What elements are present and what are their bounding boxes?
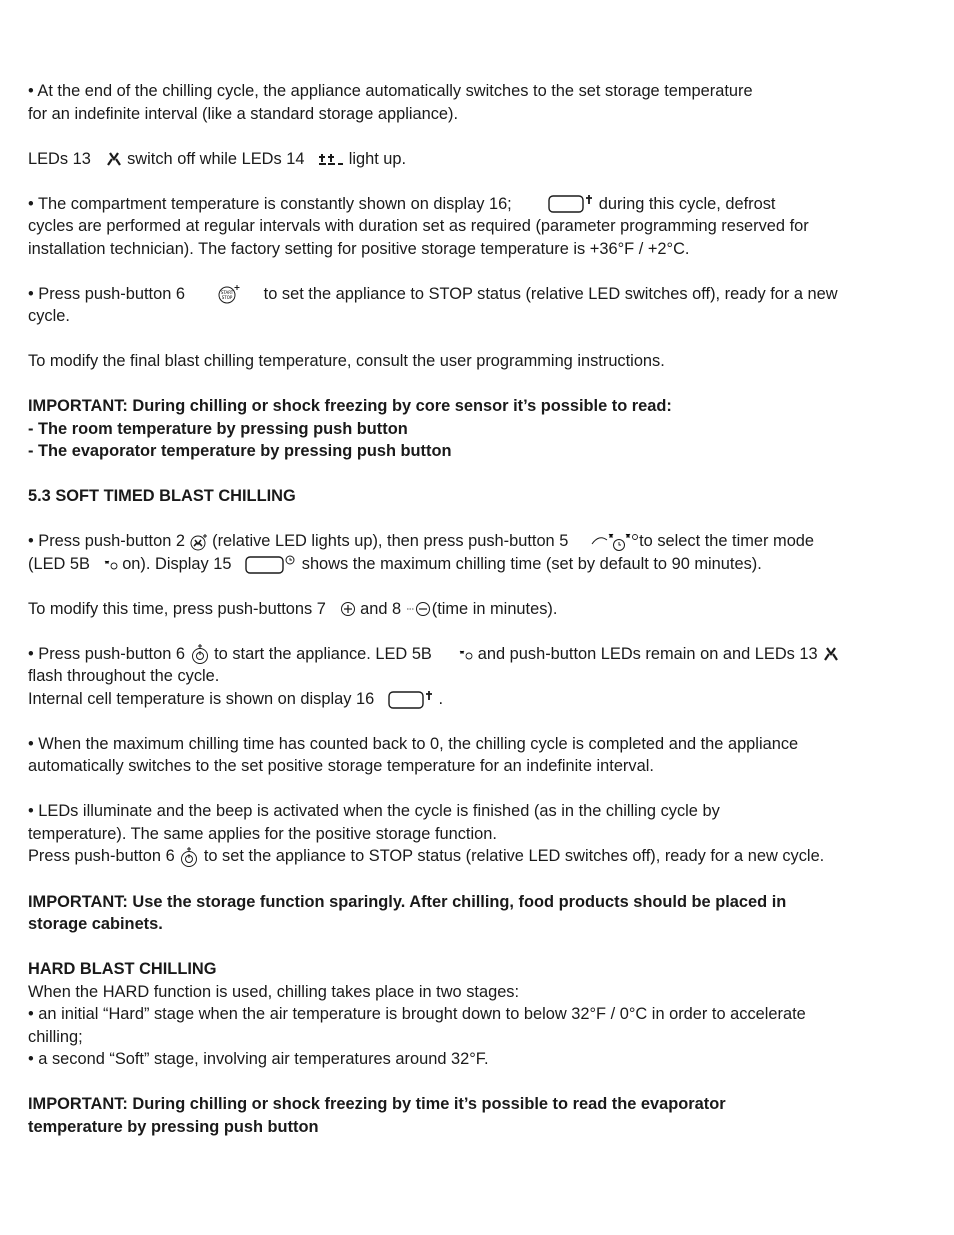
- text: shows the maximum chilling time (set by default to 90 minutes).: [301, 554, 762, 573]
- plus-button-icon: [340, 601, 356, 617]
- timer-led-icon: [459, 648, 473, 660]
- text: LEDs 13: [28, 149, 91, 168]
- text: installation technician). The factory setting for positive storage temperature is +36°F / +2°C.: [28, 239, 690, 258]
- section-heading-hard: HARD BLAST CHILLING: [28, 960, 217, 979]
- text: storage cabinets.: [28, 915, 163, 934]
- text: .: [438, 689, 444, 708]
- important-storage: [28, 891, 878, 936]
- svg-text:STOP: STOP: [221, 295, 233, 301]
- temperature-display-icon: [548, 194, 594, 214]
- start-stop-button-icon: [190, 643, 210, 665]
- text: chilling;: [28, 1027, 83, 1046]
- text: and push-button LEDs remain on and LEDs 13: [477, 644, 818, 663]
- text: • Press push-button 6: [28, 644, 185, 663]
- text: When the HARD function is used, chilling takes place in two stages:: [28, 982, 520, 1001]
- paragraph-timer-mode: [28, 530, 878, 575]
- text: (LED 5B: [28, 554, 90, 573]
- text: • an initial “Hard” stage when the air temperature is brought down to below 32°F / 0°C in order to accelerate: [28, 1005, 806, 1024]
- paragraph-stop-status: [28, 283, 878, 328]
- text: for an indefinite interval (like a standard storage appliance).: [28, 104, 459, 123]
- text: IMPORTANT: Use the storage function sparingly. After chilling, food products should be placed in: [28, 892, 787, 911]
- text: - The evaporator temperature by pressing push button: [28, 442, 452, 460]
- start-stop-button-icon: [217, 284, 241, 304]
- paragraph-end-of-cycle: [28, 80, 878, 125]
- paragraph-modify-temp: [28, 350, 878, 373]
- text: (time in minutes).: [431, 599, 558, 618]
- text: • The compartment temperature is constantly shown on display 16;: [28, 194, 512, 213]
- text: IMPORTANT: During chilling or shock freezing by core sensor it’s possible to read:: [28, 397, 672, 415]
- text: to select the timer mode: [639, 532, 815, 550]
- important-time: [28, 1093, 878, 1138]
- text: and 8: [360, 599, 402, 618]
- paragraph-leds-illuminate: [28, 800, 878, 868]
- timer-led-icon: [104, 558, 118, 570]
- text: to set the appliance to STOP status (relative LED switches off), ready for a new cycle.: [203, 847, 825, 866]
- section-hard-blast-chilling: [28, 958, 878, 1071]
- text: temperature by pressing push button: [28, 1117, 319, 1136]
- important-core-sensor: [28, 395, 878, 463]
- paragraph-modify-time: [28, 598, 878, 621]
- text: To modify this time, press push-buttons 7: [28, 599, 326, 618]
- text: switch off while LEDs 14: [127, 149, 305, 168]
- paragraph-display16: [28, 193, 878, 261]
- paragraph-leds: [28, 148, 878, 171]
- text: Internal cell temperature is shown on display 16: [28, 689, 375, 708]
- text: • LEDs illuminate and the beep is activated when the cycle is finished (as in the chilling cycle by: [28, 802, 720, 821]
- text: Press push-button 6: [28, 847, 175, 866]
- time-display-icon: [245, 553, 297, 575]
- storage-led-icon: [318, 152, 344, 166]
- section-heading-5-3: 5.3 SOFT TIMED BLAST CHILLING: [28, 487, 296, 505]
- text: IMPORTANT: During chilling or shock freezing by time it’s possible to read the evaporator: [28, 1095, 726, 1114]
- paragraph-start-appliance: [28, 643, 878, 711]
- text: • At the end of the chilling cycle, the appliance automatically switches to the set storage temperature: [28, 82, 753, 100]
- start-stop-button-icon: [179, 846, 199, 868]
- minus-button-icon: [406, 601, 432, 617]
- text: to set the appliance to STOP status (relative LED switches off), ready for a new: [263, 284, 838, 303]
- text: on). Display 15: [122, 554, 232, 573]
- text: • Press push-button 2: [28, 532, 185, 550]
- text: • When the maximum chilling time has counted back to 0, the chilling cycle is completed and the appliance: [28, 734, 799, 753]
- text: to start the appliance. LED 5B: [214, 644, 432, 663]
- timer-mode-button-icon: [591, 532, 639, 552]
- text: cycle.: [28, 307, 70, 325]
- text: (relative LED lights up), then press push-button 5: [212, 532, 569, 550]
- text: To modify the final blast chilling temperature, consult the user programming instructions.: [28, 352, 665, 370]
- temperature-display-icon: [388, 690, 434, 710]
- chill-led-icon: [105, 152, 123, 166]
- text: temperature). The same applies for the positive storage function.: [28, 824, 497, 843]
- text: during this cycle, defrost: [598, 194, 776, 213]
- text: cycles are performed at regular intervals with duration set as required (parameter programming reserved for: [28, 217, 809, 235]
- svg-text:START: START: [220, 290, 234, 296]
- paragraph-time-counted: [28, 733, 878, 778]
- text: light up.: [348, 149, 407, 168]
- text: • Press push-button 6: [28, 284, 185, 303]
- chill-button-icon: [190, 533, 208, 551]
- text: flash throughout the cycle.: [28, 667, 220, 686]
- text: - The room temperature by pressing push button: [28, 419, 408, 438]
- document-page: [28, 80, 878, 1138]
- text: automatically switches to the set positive storage temperature for an indefinite interval.: [28, 757, 654, 776]
- text: • a second “Soft” stage, involving air temperatures around 32°F.: [28, 1050, 489, 1069]
- chill-led-icon: [822, 647, 840, 661]
